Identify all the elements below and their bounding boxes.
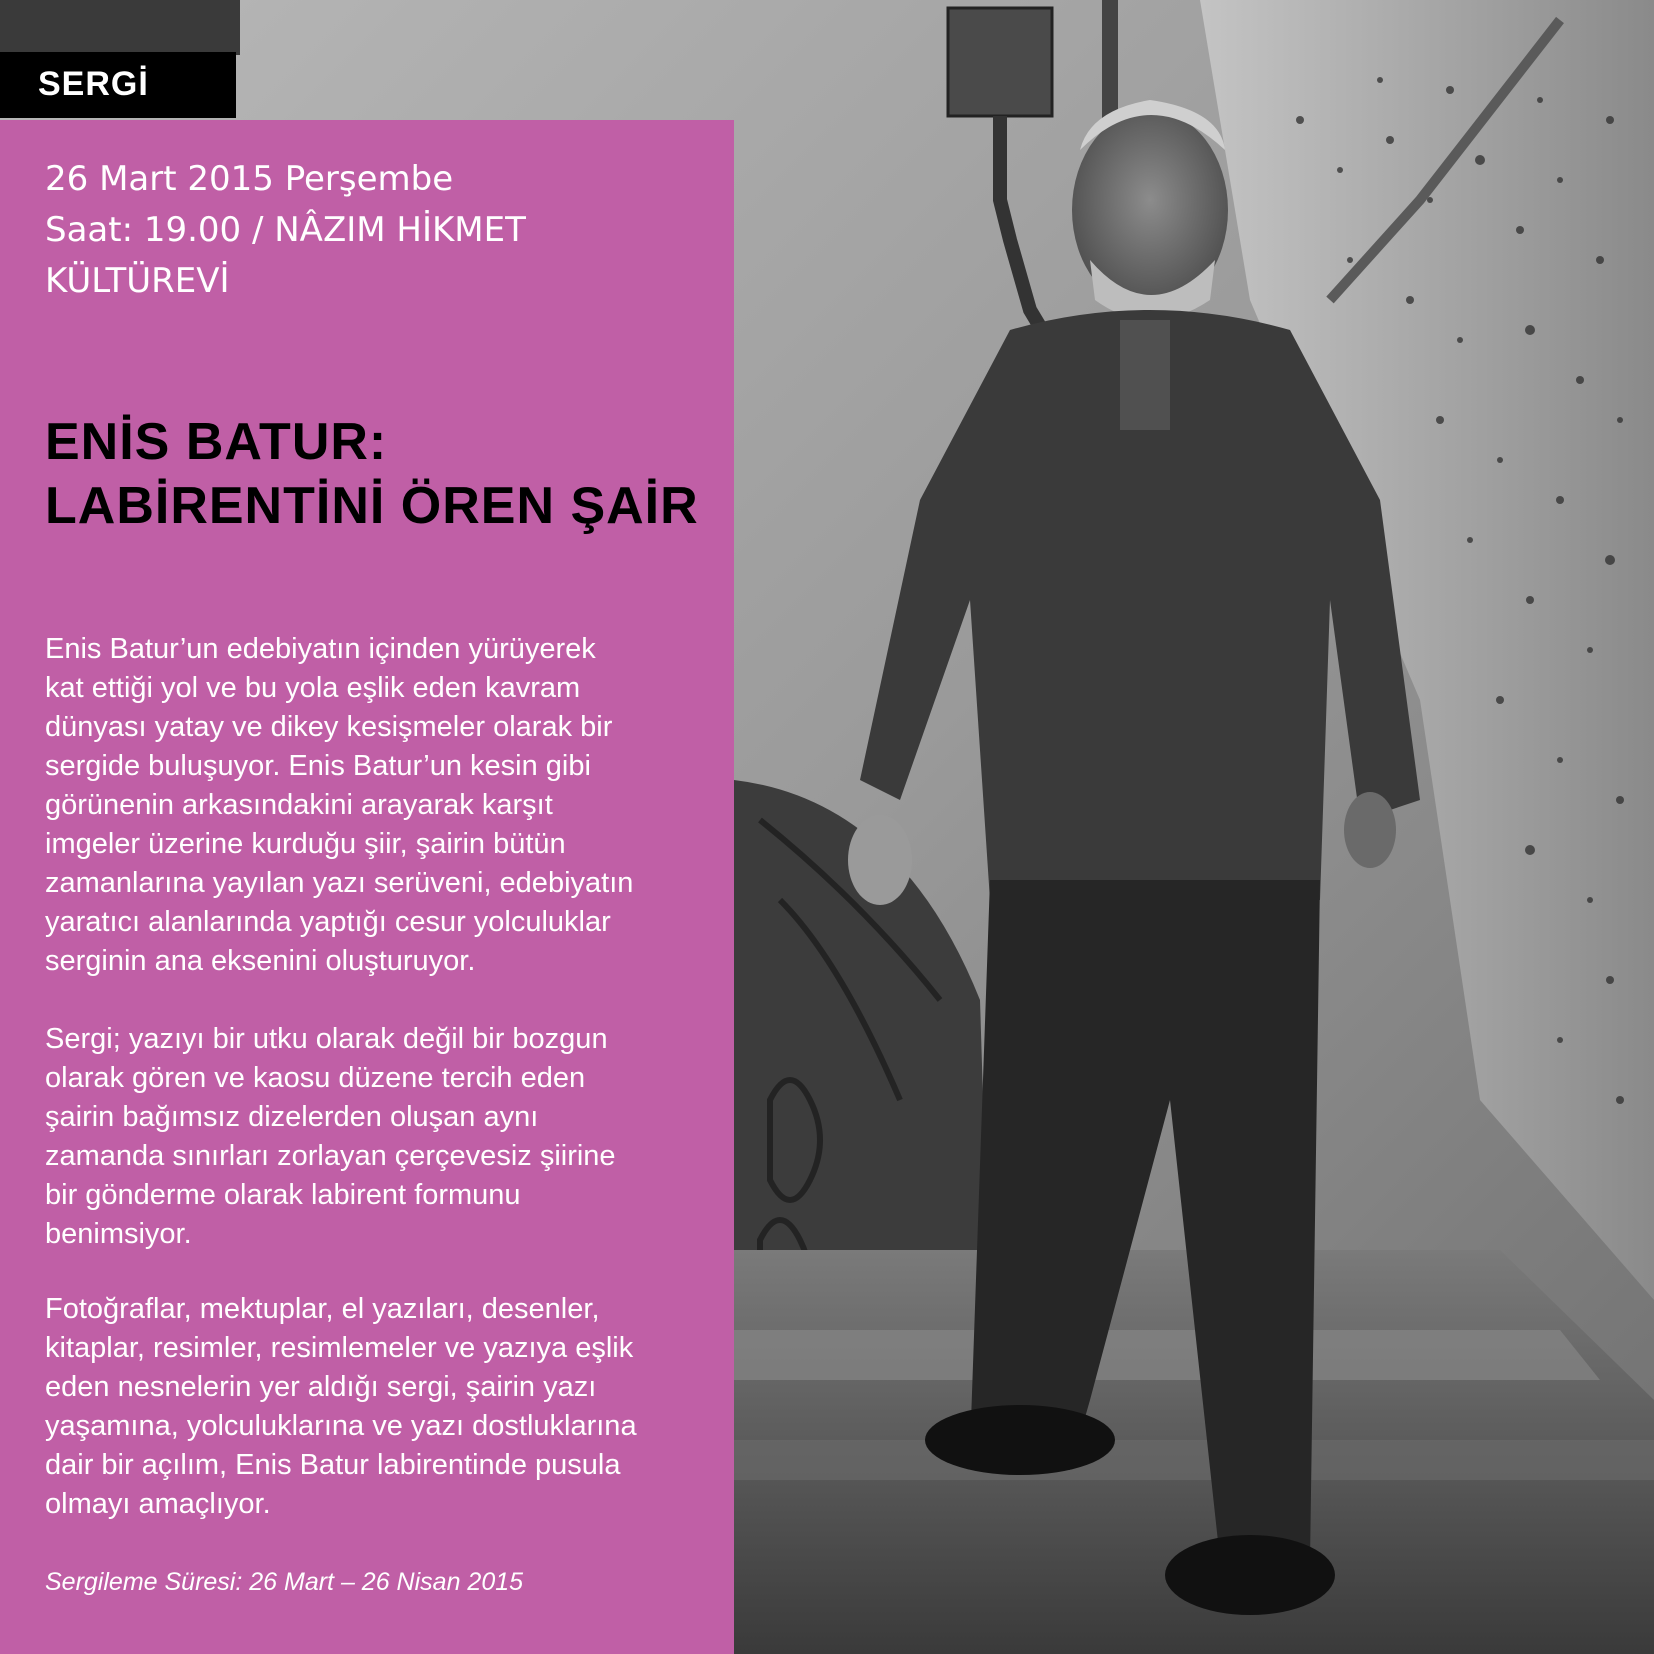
exhibition-duration: Sergileme Süresi: 26 Mart – 26 Nisan 2015 xyxy=(45,1568,524,1596)
category-tab xyxy=(0,52,236,118)
description-paragraph-3 xyxy=(45,1290,695,1524)
text-line: görünenin arkasındakini arayarak karşıt xyxy=(45,789,553,821)
text-line: imgeler üzerine kurduğu şiir, şairin bütün xyxy=(45,828,566,860)
text-line: kitaplar, resimler, resimlemeler ve yazıya eşlik xyxy=(45,1332,634,1364)
exhibition-title xyxy=(45,410,715,538)
text-line: kat ettiği yol ve bu yola eşlik eden kavram xyxy=(45,672,581,704)
text-line: zamanlarına yayılan yazı serüveni, edebiyatın xyxy=(45,867,634,899)
text-line: şairin bağımsız dizelerden oluşan aynı xyxy=(45,1101,539,1133)
text-line: serginin ana eksenini oluşturuyor. xyxy=(45,945,476,977)
event-time-venue: Saat: 19.00 / NÂZIM HİKMET xyxy=(45,210,526,250)
event-datetime xyxy=(45,154,695,307)
text-line: Fotoğraflar, mektuplar, el yazıları, desenler, xyxy=(45,1293,600,1325)
text-line: zamanda sınırları zorlayan çerçevesiz şiirine xyxy=(45,1140,616,1172)
event-venue: KÜLTÜREVİ xyxy=(45,261,230,301)
text-line: Sergi; yazıyı bir utku olarak değil bir bozgun xyxy=(45,1023,608,1055)
title-line-1: ENİS BATUR: xyxy=(45,413,388,471)
text-line: olmayı amaçlıyor. xyxy=(45,1488,271,1520)
text-line: sergide buluşuyor. Enis Batur’un kesin gibi xyxy=(45,750,591,782)
title-line-2: LABİRENTİNİ ÖREN ŞAİR xyxy=(45,477,699,535)
description-paragraph-2 xyxy=(45,1020,695,1254)
text-line: olarak gören ve kaosu düzene tercih eden xyxy=(45,1062,586,1094)
text-line: bir gönderme olarak labirent formunu xyxy=(45,1179,521,1211)
text-line: benimsiyor. xyxy=(45,1218,192,1250)
event-date: 26 Mart 2015 Perşembe xyxy=(45,159,454,199)
text-line: Enis Batur’un edebiyatın içinden yürüyerek xyxy=(45,633,596,665)
text-line: yaratıcı alanlarında yaptığı cesur yolculuklar xyxy=(45,906,611,938)
description-paragraph-1 xyxy=(45,630,695,981)
text-line: dünyası yatay ve dikey kesişmeler olarak bir xyxy=(45,711,613,743)
text-line: dair bir açılım, Enis Batur labirentinde pusula xyxy=(45,1449,621,1481)
info-panel xyxy=(0,120,734,1654)
text-line: yaşamına, yolculuklarına ve yazı dostluklarına xyxy=(45,1410,637,1442)
text-line: eden nesnelerin yer aldığı sergi, şairin yazı xyxy=(45,1371,597,1403)
category-label: SERGİ xyxy=(38,65,149,103)
